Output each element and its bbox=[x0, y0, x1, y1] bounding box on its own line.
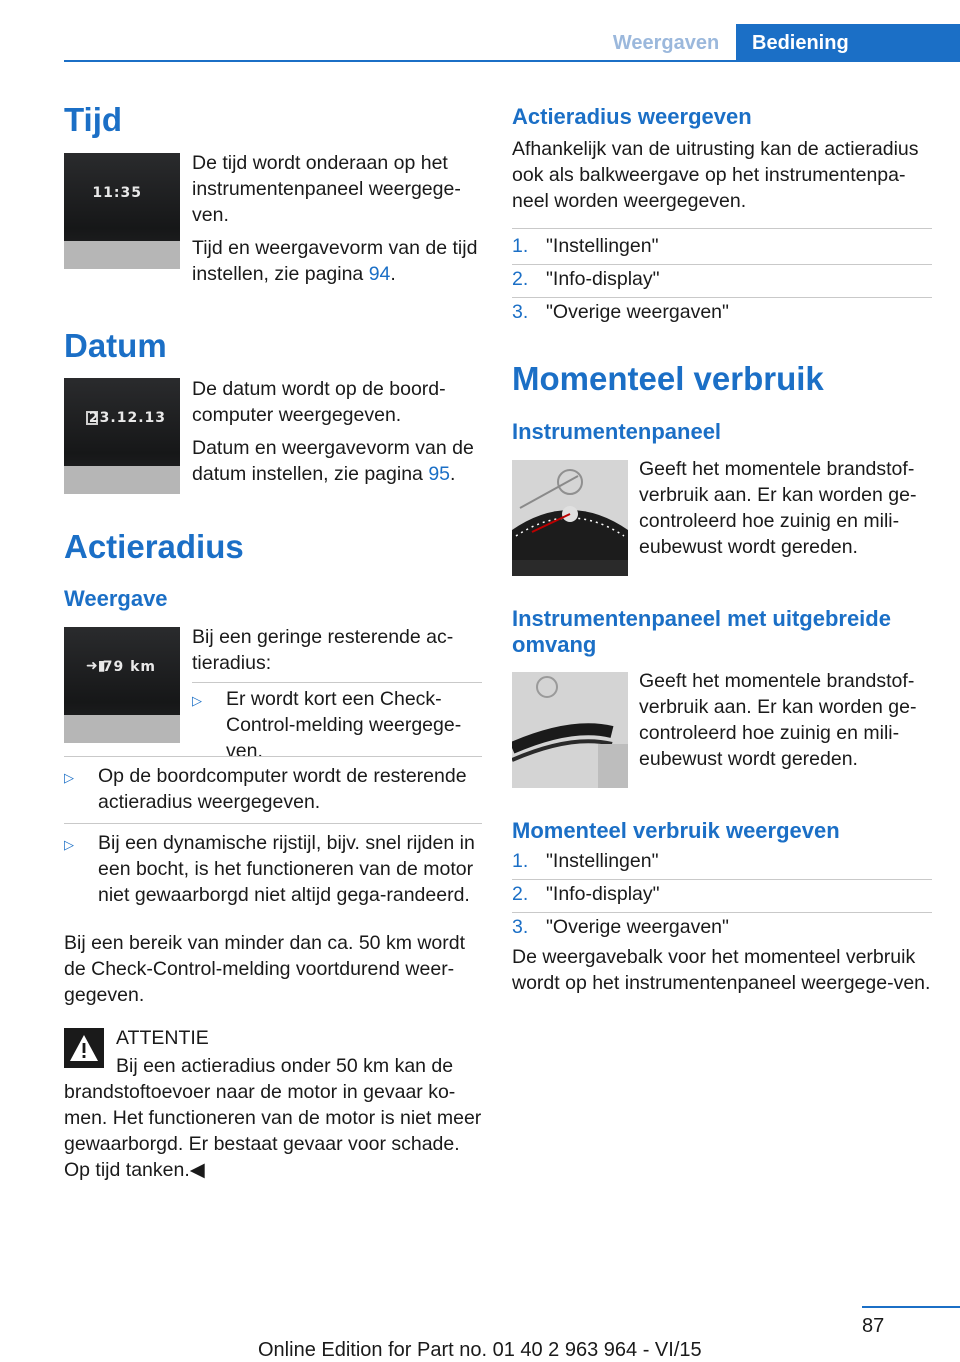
actieradius-paragraph: Bij een geringe resterende ac-tieradius: bbox=[192, 626, 454, 674]
header-rule bbox=[64, 60, 960, 62]
warning-title: ATTENTIE bbox=[116, 1027, 209, 1049]
bullet-triangle-icon: ▷ bbox=[192, 693, 202, 708]
actieradius-note: Bij een bereik van minder dan ca. 50 km wordt de Check-Control-melding voortdurend weer-gegeven. bbox=[64, 932, 466, 1006]
tijd-paragraph: De tijd wordt onderaan op het instrumentenpaneel weergege-ven. bbox=[192, 152, 461, 226]
bullet-triangle-icon: ▷ bbox=[64, 770, 74, 785]
header-tab-weergaven[interactable]: Weergaven bbox=[612, 32, 720, 54]
actieradius-bullets bbox=[64, 756, 482, 1008]
clock-display-image bbox=[64, 153, 180, 269]
clock-display-text: 11:35 bbox=[92, 185, 142, 201]
actieradius-weergeven-paragraph: Afhankelijk van de uitrusting kan de actieradius ook als balkweergave op het instrumentenpa-neel worden weergegeven. bbox=[512, 138, 919, 212]
list-item: ▷ Er wordt kort een Check-Control-melding weergege-ven. bbox=[192, 688, 462, 762]
footer-rule bbox=[862, 1306, 960, 1308]
range-display-image bbox=[64, 627, 180, 743]
momenteel-paragraph-3: De weergavebalk voor het momenteel verbruik wordt op het instrumentenpaneel weergege-ven. bbox=[512, 946, 931, 994]
date-display-text: 23.12.13 bbox=[88, 410, 166, 426]
section-title-tijd: Tijd bbox=[64, 101, 123, 138]
tijd-text bbox=[192, 150, 482, 287]
page-number: 87 bbox=[862, 1315, 885, 1337]
subheading-uitgebreide-omvang: Instrumentenpaneel met uitgebreide omvang bbox=[512, 606, 891, 657]
fuel-pump-arrow-icon: ➜▮ bbox=[86, 658, 106, 674]
datum-setting-paragraph: Datum en weergavevorm van de datum instellen, zie pagina 95. bbox=[192, 437, 474, 485]
list-item: 3. "Overige weergaven" bbox=[512, 916, 729, 938]
list-item: 2. "Info-display" bbox=[512, 268, 660, 290]
edition-footer: Online Edition for Part no. 01 40 2 963 964 - VI/15 bbox=[258, 1339, 702, 1361]
extended-consumption-gauge-image bbox=[512, 672, 628, 788]
section-title-datum: Datum bbox=[64, 327, 167, 364]
momenteel-paragraph-1: Geeft het momentele brandstof-verbruik aan. Er kan worden ge-controleerd hoe zuinig en mili-eubewust wordt gereden. bbox=[639, 458, 917, 558]
list-item: 1. "Instellingen" bbox=[512, 850, 659, 872]
list-item: ▷ Op de boordcomputer wordt de resterende actieradius weergegeven. bbox=[64, 765, 467, 813]
actieradius-weergeven-block bbox=[512, 104, 932, 325]
actieradius-intro bbox=[192, 624, 482, 764]
tijd-setting-paragraph: Tijd en weergavevorm van de tijd instellen, zie pagina 94. bbox=[192, 237, 478, 285]
link-page-95[interactable]: 95 bbox=[428, 463, 451, 485]
date-display-image bbox=[64, 378, 180, 494]
datum-text bbox=[192, 376, 482, 487]
section-title-momenteel-verbruik: Momenteel verbruik bbox=[512, 360, 824, 397]
subheading-weergave: Weergave bbox=[64, 586, 168, 611]
bullet-triangle-icon: ▷ bbox=[64, 837, 74, 852]
warning-text: Bij een actieradius onder 50 km kan de brandstoftoevoer naar de motor in gevaar ko-men. Het functioneren van de motor is niet meer gewaarborgd. Er bestaat gevaar voor schade. Op tijd tanken.◀ bbox=[64, 1055, 482, 1181]
link-page-94[interactable]: 94 bbox=[368, 263, 391, 285]
subheading-instrumentenpaneel: Instrumentenpaneel bbox=[512, 419, 722, 444]
header-tab-bediening[interactable]: Bediening bbox=[736, 24, 960, 62]
datum-paragraph: De datum wordt op de boord-computer weergegeven. bbox=[192, 378, 446, 426]
warning-block bbox=[64, 1053, 482, 1183]
subheading-actieradius-weergeven: Actieradius weergeven bbox=[512, 104, 752, 129]
momenteel-paragraph-2: Geeft het momentele brandstof-verbruik aan. Er kan worden ge-controleerd hoe zuinig en mili-eubewust wordt gereden. bbox=[639, 670, 917, 770]
list-item: 1. "Instellingen" bbox=[512, 235, 659, 257]
momenteel-weergeven-block bbox=[512, 818, 932, 996]
list-item: 3. "Overige weergaven" bbox=[512, 301, 729, 323]
consumption-gauge-image bbox=[512, 460, 628, 576]
section-title-actieradius: Actieradius bbox=[64, 528, 244, 565]
list-item: ▷ Bij een dynamische rijstijl, bijv. snel rijden in een bocht, is het functioneren van de motor niet gewaarborgd niet altijd gega-randeerd. bbox=[64, 832, 475, 906]
subheading-momenteel-verbruik-weergeven: Momenteel verbruik weergeven bbox=[512, 818, 840, 843]
list-item: 2. "Info-display" bbox=[512, 883, 660, 905]
range-display-text: 79 km bbox=[102, 659, 156, 675]
